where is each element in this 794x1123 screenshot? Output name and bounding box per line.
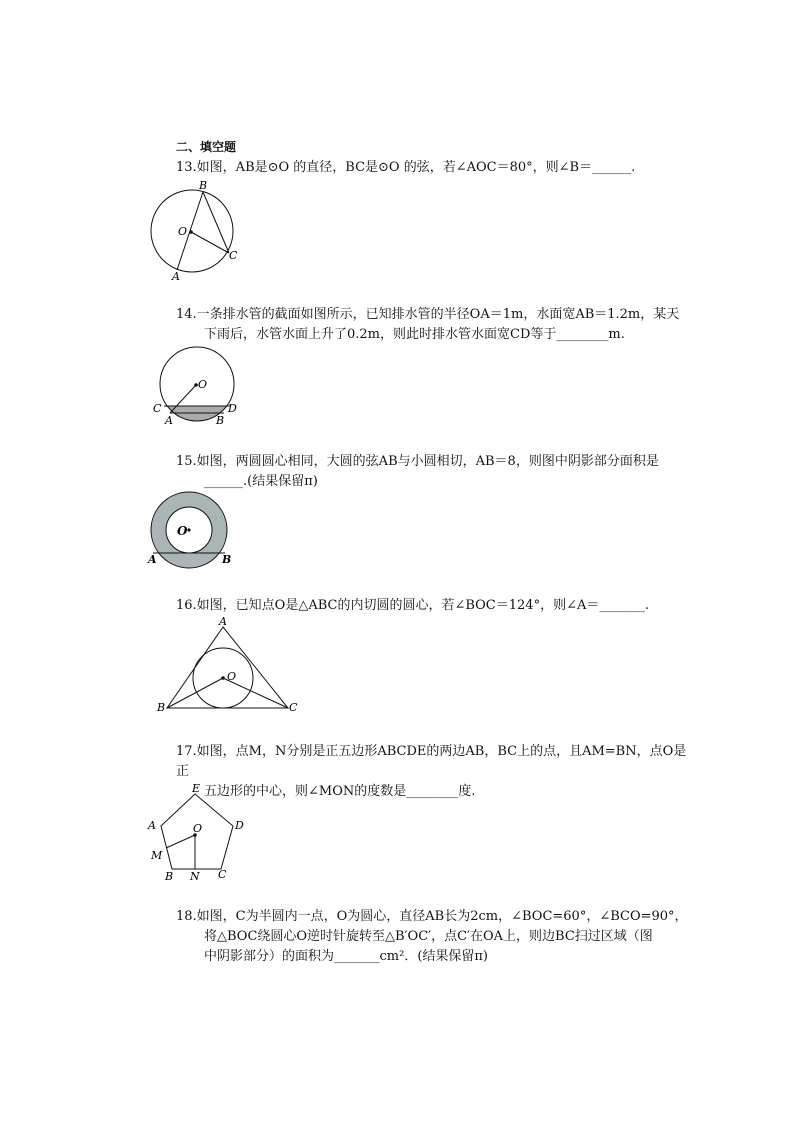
label-O: O — [177, 524, 188, 538]
figure-14 — [150, 345, 245, 430]
question-14 — [176, 305, 696, 345]
figure-17 — [145, 782, 255, 882]
figure-16 — [150, 615, 305, 715]
label-B: B — [199, 179, 208, 192]
question-14-text-2: 下雨后，水管水面上升了0.2m，则此时排水管水面宽CD等于________m. — [204, 327, 625, 342]
question-18 — [176, 907, 696, 967]
question-16 — [176, 596, 696, 616]
question-18-text-2: 将△BOC绕圆心O逆时针旋转至△B′OC′，点C′在OA上，则边BC扫过区域（图 — [204, 929, 653, 944]
figure-15 — [145, 490, 240, 570]
label-A: A — [148, 553, 157, 566]
question-18-text: 18.如图，C为半圆内一点，O为圆心，直径AB长为2cm，∠BOC=60°，∠BCO=90°， — [176, 909, 688, 924]
label-C: C — [153, 402, 162, 415]
question-15 — [176, 452, 696, 492]
label-M: M — [151, 849, 163, 862]
label-O: O — [178, 225, 188, 238]
label-A: A — [219, 615, 227, 628]
label-N: N — [190, 870, 200, 882]
label-O: O — [227, 670, 237, 683]
label-A: A — [165, 414, 173, 427]
label-A: A — [148, 819, 156, 832]
label-C: C — [218, 868, 227, 881]
label-B: B — [165, 870, 174, 882]
label-B: B — [222, 553, 232, 566]
question-15-text-2: ______.(结果保留π) — [204, 474, 318, 489]
question-16-text: 16.如图，已知点O是△ABC的内切圆的圆心，若∠BOC＝124°，则∠A＝_______. — [176, 598, 649, 613]
question-13 — [176, 158, 696, 178]
label-D: D — [235, 819, 244, 832]
question-17-text: 17.如图，点M，N分别是正五边形ABCDE的两边AB，BC上的点，且AM=BN，点O是正 — [176, 744, 687, 779]
question-17-text-2: 五边形的中心，则∠MON的度数是________度. — [204, 784, 476, 799]
label-E: E — [192, 782, 201, 795]
label-O: O — [193, 822, 203, 835]
label-B: B — [216, 414, 225, 427]
question-13-text: 13.如图，AB是⊙O 的直径，BC是⊙O 的弦，若∠AOC＝80°，则∠B＝______. — [176, 160, 636, 175]
label-C: C — [229, 249, 238, 262]
question-14-text: 14.一条排水管的截面如图所示，已知排水管的半径OA＝1m，水面宽AB＝1.2m，某天 — [176, 307, 680, 322]
label-O: O — [198, 378, 208, 391]
label-C: C — [289, 701, 298, 714]
section-title: 二、填空题 — [176, 140, 237, 154]
label-B: B — [157, 701, 166, 714]
question-15-text: 15.如图，两圆圆心相同，大圆的弦AB与小圆相切，AB＝8，则图中阴影部分面积是 — [176, 454, 659, 469]
label-D: D — [228, 402, 237, 415]
question-18-text-3: 中阴影部分）的面积为_______cm²．(结果保留π) — [204, 949, 489, 964]
figure-13 — [145, 178, 245, 283]
label-A: A — [172, 270, 180, 283]
